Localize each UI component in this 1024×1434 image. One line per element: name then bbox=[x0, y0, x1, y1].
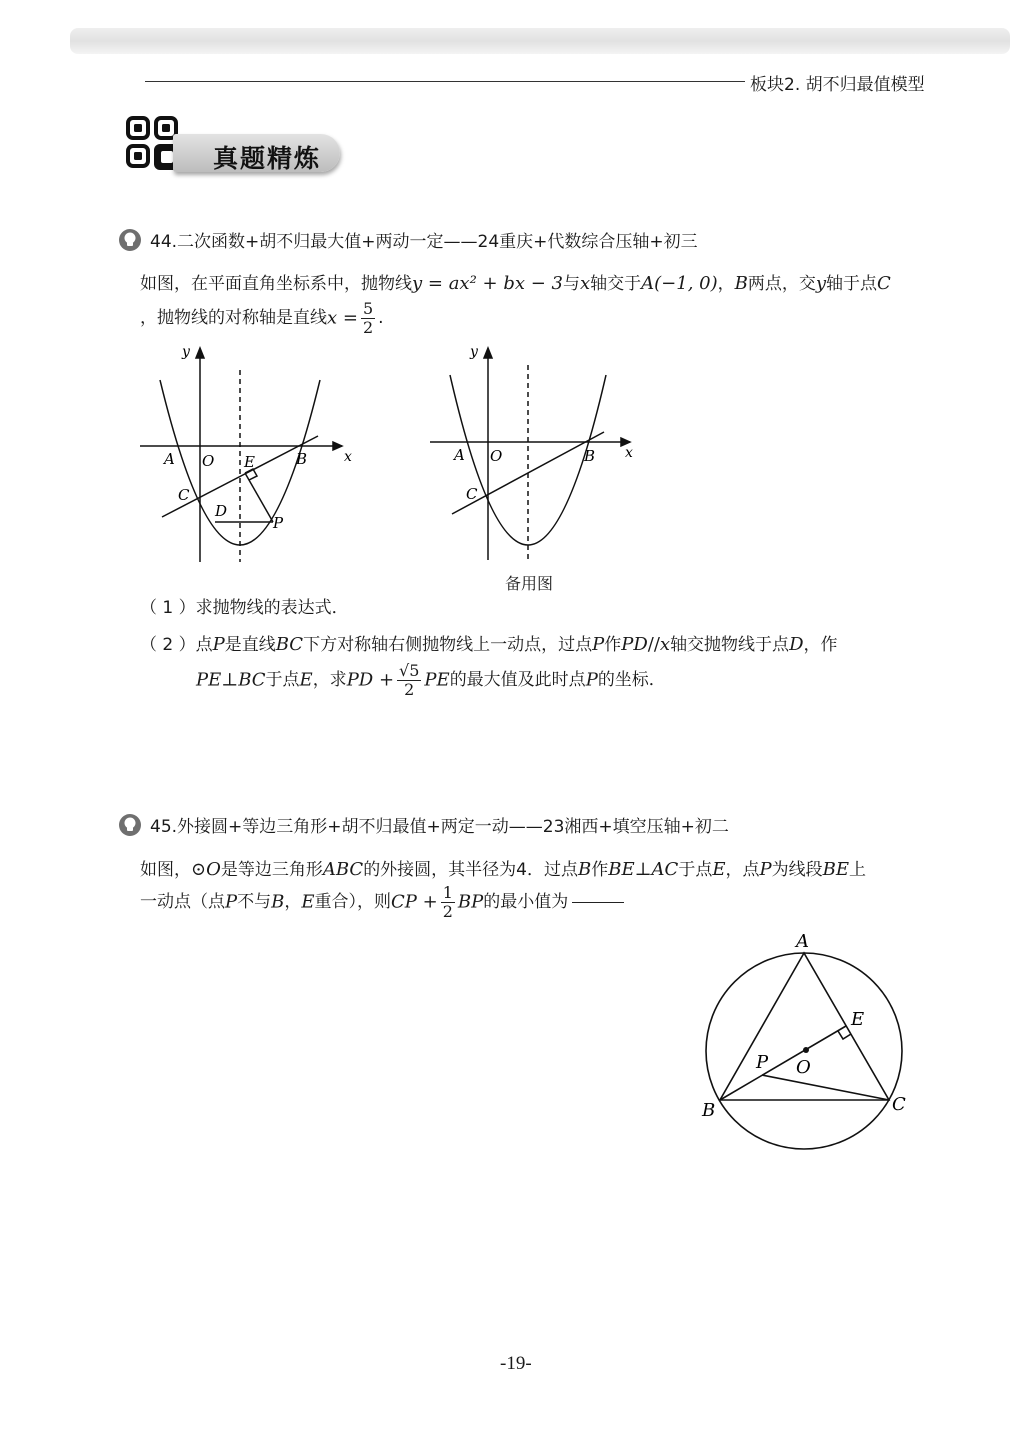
var-d: D bbox=[789, 634, 804, 655]
q45-text: 重合），则 bbox=[314, 892, 391, 912]
q45-line2 bbox=[140, 884, 624, 921]
q45-text: ，点 bbox=[725, 860, 760, 880]
label-c: C bbox=[178, 486, 190, 504]
numerator: 5 bbox=[362, 299, 374, 318]
q45-figure bbox=[690, 925, 920, 1155]
label-y: y bbox=[470, 344, 478, 360]
numerator: 1 bbox=[442, 883, 453, 902]
var-c: C bbox=[877, 273, 891, 294]
expr-cp-plus: CP + bbox=[391, 891, 438, 913]
fraction-1-2 bbox=[441, 884, 455, 921]
segment-pc bbox=[762, 1075, 889, 1100]
var-p: P bbox=[225, 891, 238, 913]
denominator: 2 bbox=[442, 902, 453, 921]
q44-text: （ 2 ）点 bbox=[140, 635, 213, 655]
q44-heading-text: 44.二次函数+胡不归最大值+两动一定——24重庆+代数综合压轴+初三 bbox=[150, 232, 698, 252]
scan-shadow bbox=[70, 28, 1010, 54]
label-o: O bbox=[490, 447, 503, 465]
var-abc: ABC bbox=[322, 859, 364, 880]
label-p: P bbox=[273, 514, 284, 532]
q44-text: 下方对称轴右侧抛物线上一动点，过点 bbox=[303, 635, 593, 655]
q44-text: 的最大值及此时点 bbox=[449, 670, 586, 690]
q44-text: ，作 bbox=[803, 635, 838, 655]
label-x: x bbox=[625, 445, 633, 461]
label-y: y bbox=[182, 344, 190, 360]
q45-text: 如图， bbox=[140, 860, 191, 880]
var-p: P bbox=[212, 634, 225, 655]
q44-text: ，求 bbox=[312, 670, 347, 690]
label-o: O bbox=[796, 1057, 811, 1078]
answer-blank[interactable] bbox=[572, 902, 624, 903]
q44-line2 bbox=[140, 300, 384, 337]
q44-figure-main bbox=[130, 340, 370, 570]
denominator: 2 bbox=[404, 680, 415, 699]
bulb-icon bbox=[118, 228, 142, 252]
header-rule bbox=[145, 81, 745, 82]
line-bc bbox=[162, 436, 318, 517]
var-b: B bbox=[578, 859, 592, 880]
var-p: P bbox=[585, 669, 598, 691]
q44-text: 是直线 bbox=[224, 635, 276, 655]
q44-subq1: （ 1 ）求抛物线的表达式． bbox=[140, 598, 349, 618]
y-axis-arrow bbox=[196, 348, 204, 358]
label-p: P bbox=[756, 1052, 769, 1073]
label-b: B bbox=[296, 450, 308, 468]
q44-line1 bbox=[140, 275, 891, 293]
label-b: B bbox=[702, 1100, 716, 1121]
fraction-5-2 bbox=[361, 300, 375, 337]
label-d: D bbox=[215, 502, 228, 520]
var-bp: BP bbox=[457, 891, 484, 913]
q44-text: 轴于点 bbox=[826, 274, 878, 294]
var-y: y bbox=[815, 273, 827, 294]
q44-text: ，抛物线的对称轴是直线 bbox=[140, 308, 327, 328]
q44-text: 于点 bbox=[265, 670, 300, 690]
fraction-sqrt5-2 bbox=[397, 662, 421, 699]
q45-text: 的最小值为 bbox=[483, 892, 569, 912]
var-pe: PE bbox=[196, 669, 222, 691]
axis-equation: x = bbox=[327, 307, 358, 329]
label-a: A bbox=[454, 446, 465, 464]
q44-text: ， bbox=[717, 274, 735, 294]
segment-be bbox=[720, 1026, 846, 1100]
q45-text: 是等边三角形 bbox=[220, 860, 323, 880]
q45-text: 不与 bbox=[237, 892, 272, 912]
label-a: A bbox=[164, 450, 175, 468]
var-p: P bbox=[759, 859, 772, 880]
bulb-icon bbox=[118, 813, 142, 837]
q45-line1 bbox=[140, 861, 866, 879]
q45-text: 为线段 bbox=[771, 860, 823, 880]
parallel-sign: // bbox=[647, 634, 660, 655]
q45-text: 作 bbox=[591, 860, 609, 880]
var-bc: BC bbox=[238, 669, 266, 691]
point-a-coord: A(−1, 0) bbox=[641, 273, 718, 294]
label-c: C bbox=[892, 1094, 906, 1115]
q44-text: 如图，在平面直角坐标系中，抛物线 bbox=[140, 274, 412, 294]
q45-heading bbox=[118, 812, 729, 837]
circle-o: ⊙O bbox=[191, 859, 221, 880]
label-a: A bbox=[796, 931, 809, 952]
figure-caption: 备用图 bbox=[505, 574, 554, 593]
q44-text: . bbox=[378, 308, 384, 328]
q45-text: 于点 bbox=[678, 860, 713, 880]
var-be: BE bbox=[822, 859, 849, 880]
var-b: B bbox=[734, 273, 748, 294]
numerator: √5 bbox=[399, 661, 420, 680]
var-x: x bbox=[659, 634, 671, 655]
parabola-equation: y = ax² + bx − 3 bbox=[412, 273, 563, 294]
section-banner bbox=[118, 112, 340, 190]
label-c: C bbox=[466, 485, 478, 503]
var-p: P bbox=[592, 634, 605, 655]
q45-text: 上 bbox=[848, 860, 866, 880]
var-pe: PE bbox=[424, 669, 450, 691]
var-pd: PD bbox=[621, 634, 648, 655]
page-number: -19- bbox=[500, 1353, 532, 1374]
q45-text: 一动点（点 bbox=[140, 892, 225, 912]
q45-text: ， bbox=[284, 892, 302, 912]
q44-text: 作 bbox=[604, 635, 622, 655]
y-axis-arrow bbox=[484, 348, 492, 358]
expr-be-perp-ac: BE⊥AC bbox=[608, 859, 679, 880]
section-header: 板块2. 胡不归最值模型 bbox=[750, 75, 925, 95]
q44-figure-spare bbox=[420, 340, 650, 570]
expr-pd-plus: PD + bbox=[346, 669, 395, 691]
var-b: B bbox=[271, 891, 285, 913]
q45-text: 的外接圆，其半径为4．过点 bbox=[363, 860, 579, 880]
denominator: 2 bbox=[362, 318, 374, 337]
x-axis-arrow bbox=[333, 442, 342, 450]
var-e: E bbox=[712, 859, 726, 880]
label-o: O bbox=[202, 452, 215, 470]
q44-heading bbox=[118, 227, 698, 252]
var-e: E bbox=[299, 669, 313, 691]
q44-text: 与 bbox=[562, 274, 580, 294]
q44-text: 轴交于 bbox=[590, 274, 642, 294]
var-x: x bbox=[579, 273, 591, 294]
label-e: E bbox=[851, 1009, 865, 1030]
q44-text: 轴交抛物线于点 bbox=[670, 635, 790, 655]
q45-heading-text: 45.外接圆+等边三角形+胡不归最值+两定一动——23湘西+填空压轴+初二 bbox=[150, 817, 729, 837]
label-e: E bbox=[244, 453, 255, 471]
perp-sign: ⊥ bbox=[221, 669, 239, 691]
var-bc: BC bbox=[275, 634, 304, 655]
q44-subq2-line2 bbox=[196, 662, 666, 699]
var-e: E bbox=[301, 891, 315, 913]
q44-subq2-line1 bbox=[140, 636, 838, 654]
q44-text: 的坐标． bbox=[597, 670, 666, 690]
label-b: B bbox=[584, 447, 596, 465]
center-dot bbox=[803, 1047, 809, 1053]
q44-text: 两点，交 bbox=[747, 274, 816, 294]
banner-title: 真题精炼 bbox=[213, 144, 322, 173]
label-x: x bbox=[344, 449, 352, 465]
